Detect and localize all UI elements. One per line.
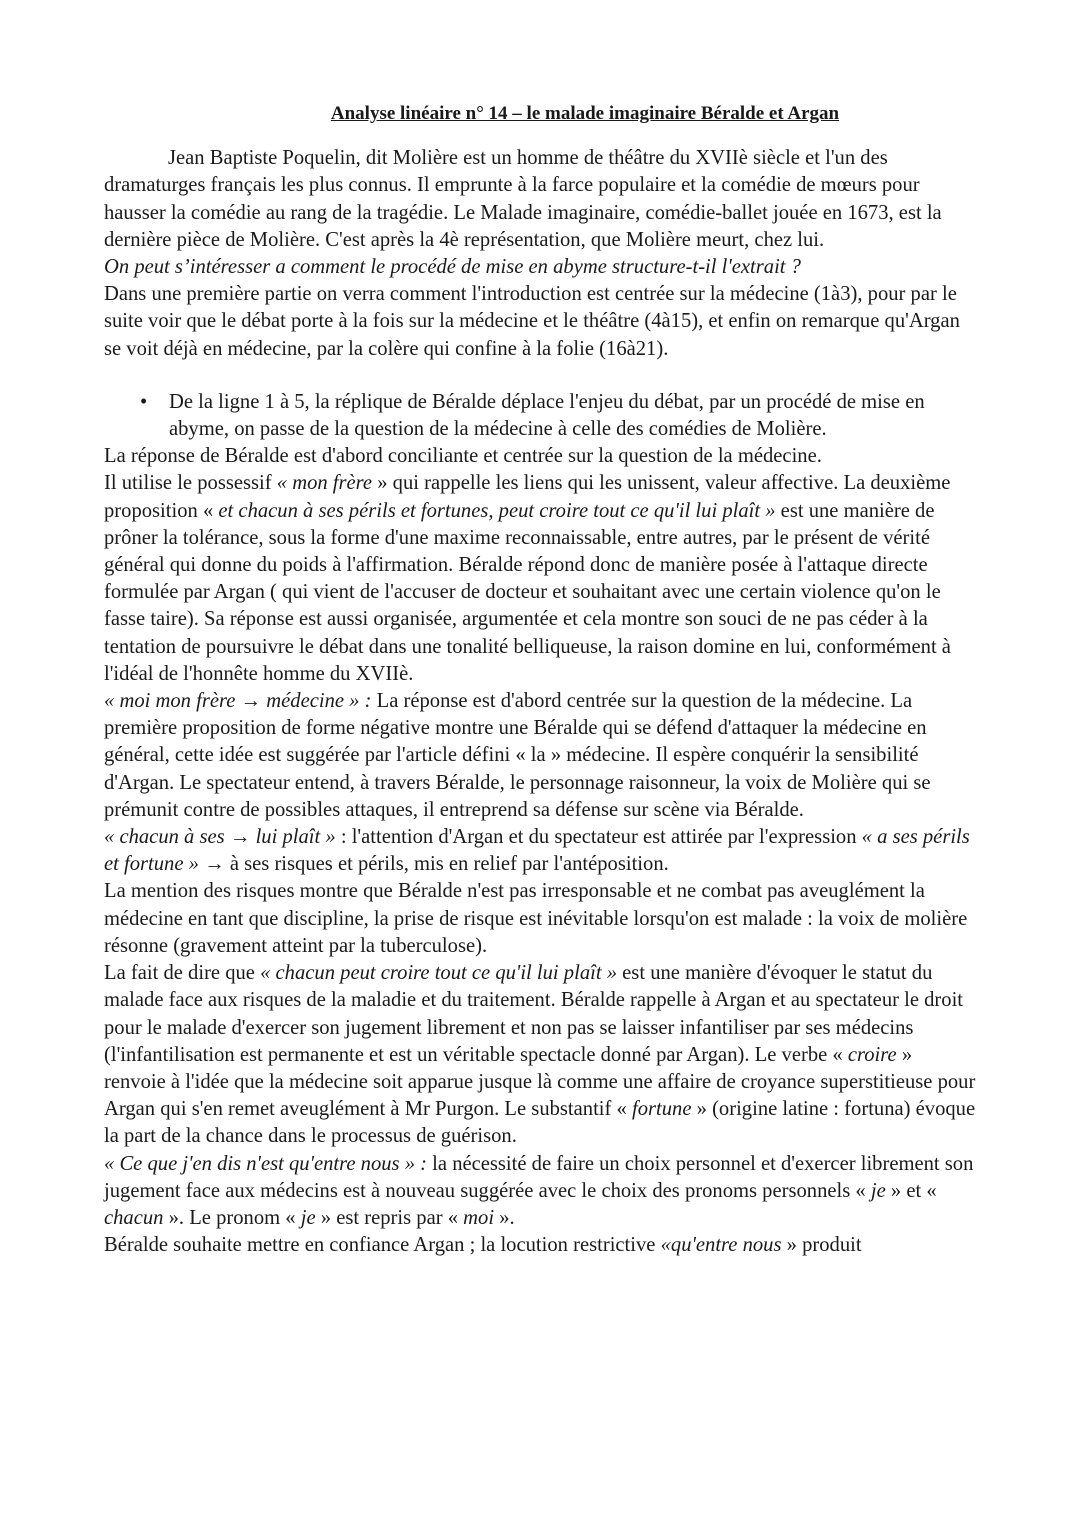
quote: et chacun à ses périls et fortunes, peut croire tout ce qu'il lui plaît » bbox=[218, 499, 776, 522]
problematique: On peut s’intéresser a comment le procédé de mise en abyme structure-t-il l'extrait ? bbox=[104, 256, 801, 279]
quote: « chacun à ses → lui plaît » bbox=[104, 826, 336, 849]
text-run: la nécessité de faire un choix personnel et d'exercer librement son jugement face aux médecins est à nouveau suggérée avec le choix des pronoms personnels « bbox=[104, 1152, 974, 1202]
paragraph-8 bbox=[104, 1232, 976, 1259]
text-run: » et « bbox=[885, 1179, 937, 1202]
paragraph-4 bbox=[104, 824, 976, 878]
document-page bbox=[104, 100, 976, 1259]
paragraph-6 bbox=[104, 960, 976, 1150]
text-run: La réponse est d'abord centrée sur la question de la médecine. La première proposition de forme négative montre une Béralde qui se défend d'attaquer la médecine en général, cette idée est suggérée par l'article défini « la » médecine. Il espère conquérir la sensibilité d'Argan. Le spectateur entend, à travers Béralde, le personnage raisonneur, la voix de Molière qui se prémunit contre de possibles attaques, il entreprend sa défense sur scène via Béralde. bbox=[104, 690, 931, 821]
text-run: Béralde souhaite mettre en confiance Argan ; la locution restrictive bbox=[104, 1234, 661, 1257]
quote: croire bbox=[847, 1043, 897, 1066]
quote: je bbox=[300, 1206, 316, 1229]
quote: chacun bbox=[104, 1206, 164, 1229]
quote: je bbox=[870, 1179, 886, 1202]
text-run: ». Le pronom « bbox=[163, 1206, 301, 1229]
bullet-text: De la ligne 1 à 5, la réplique de Béralde déplace l'enjeu du débat, par un procédé de mise en abyme, on passe de la question de la médecine à celle des comédies de Molière. bbox=[169, 390, 925, 441]
text-run: est une manière d'évoquer le statut du malade face aux risques de la maladie et du traitement. Béralde rappelle à Argan et au spectateur le droit pour le malade d'exercer son jugement librement et non pas se laisser infantiliser par ses médecins (l'infantilisation est permanente et est un véritable spectacle donné par Argan). Le verbe « bbox=[104, 962, 964, 1066]
text-run: » renvoie à l'idée que la médecine soit apparue jusque là comme une affaire de croyance superstitieuse pour Argan qui s'en remet aveuglément à Mr Purgon. Le substantif « bbox=[104, 1043, 976, 1121]
quote: « a ses périls et fortune » bbox=[104, 826, 970, 876]
quote: fortune bbox=[631, 1098, 692, 1121]
text-run: Il utilise le possessif bbox=[104, 472, 277, 495]
quote: moi bbox=[463, 1206, 495, 1229]
text-run: : l'attention d'Argan et du spectateur est attirée par l'expression bbox=[335, 826, 862, 849]
text-run: » produit bbox=[781, 1234, 862, 1257]
plan-paragraph: Dans une première partie on verra comment l'introduction est centrée sur la médecine (1à3), pour par le suite voir que le débat porte à la fois sur la médecine et le théâtre (4à15), et enfin on remarque qu'Argan se voit déjà en médecine, par la colère qui confine à la folie (16à21). bbox=[104, 283, 960, 360]
text-run: → à ses risques et périls, mis en relief par l'antéposition. bbox=[198, 853, 669, 876]
bullet-item bbox=[104, 389, 976, 443]
quote: « Ce que j'en dis n'est qu'entre nous » : bbox=[104, 1152, 428, 1175]
text-run: ». bbox=[494, 1206, 515, 1229]
quote: «qu'entre nous bbox=[660, 1234, 782, 1257]
paragraph-5: La mention des risques montre que Béralde n'est pas irresponsable et ne combat pas aveuglément la médecine en tant que discipline, la prise de risque est inévitable lorsqu'on est malade : la voix de molière résonne (gravement atteint par la tuberculose). bbox=[104, 880, 968, 957]
text-run: » est repris par « bbox=[315, 1206, 464, 1229]
page-title: Analyse linéaire n° 14 – le malade imaginaire Béralde et Argan bbox=[330, 103, 840, 124]
intro-paragraph: Jean Baptiste Poquelin, dit Molière est un homme de théâtre du XVIIè siècle et l'un des dramaturges français les plus connus. Il emprunte à la farce populaire et la comédie de mœurs pour hausser la comédie au rang de la tragédie. Le Malade imaginaire, comédie-ballet jouée en 1673, est la dernière pièce de Molière. C'est après la 4è représentation, que Molière meurt, chez lui. bbox=[104, 147, 942, 251]
bullet-icon: • bbox=[140, 390, 148, 413]
text-run: La fait de dire que bbox=[104, 962, 261, 985]
text-run: est une manière de prôner la tolérance, sous la forme d'une maxime reconnaissable, entre autres, par le présent de vérité général qui donne du poids à l'affirmation. Béralde répond donc de manière posée à l'attaque directe formulée par Argan ( qui vient de l'accuser de docteur et souhaitant avec une certain violence qu'on le fasse taire). Sa réponse est aussi organisée, argumentée et cela montre son souci de ne pas céder à la tentation de poursuivre le débat dans une tonalité belliqueuse, la raison domine en lui, conformément à l'idéal de l'honnête homme du XVIIè. bbox=[104, 499, 951, 685]
paragraph-3 bbox=[104, 688, 976, 824]
quote: « mon frère bbox=[276, 472, 373, 495]
text-run: » (origine latine : fortuna) évoque la part de la chance dans le processus de guérison. bbox=[104, 1098, 976, 1148]
paragraph-1: La réponse de Béralde est d'abord conciliante et centrée sur la question de la médecine. bbox=[104, 445, 822, 468]
quote: « chacun peut croire tout ce qu'il lui plaît » bbox=[260, 962, 618, 985]
paragraph-7 bbox=[104, 1151, 976, 1233]
text-run: » qui rappelle les liens qui les unissent, valeur affective. La deuxième proposition « bbox=[104, 472, 951, 522]
quote: « moi mon frère → médecine » : bbox=[104, 690, 372, 713]
paragraph-2 bbox=[104, 470, 976, 688]
